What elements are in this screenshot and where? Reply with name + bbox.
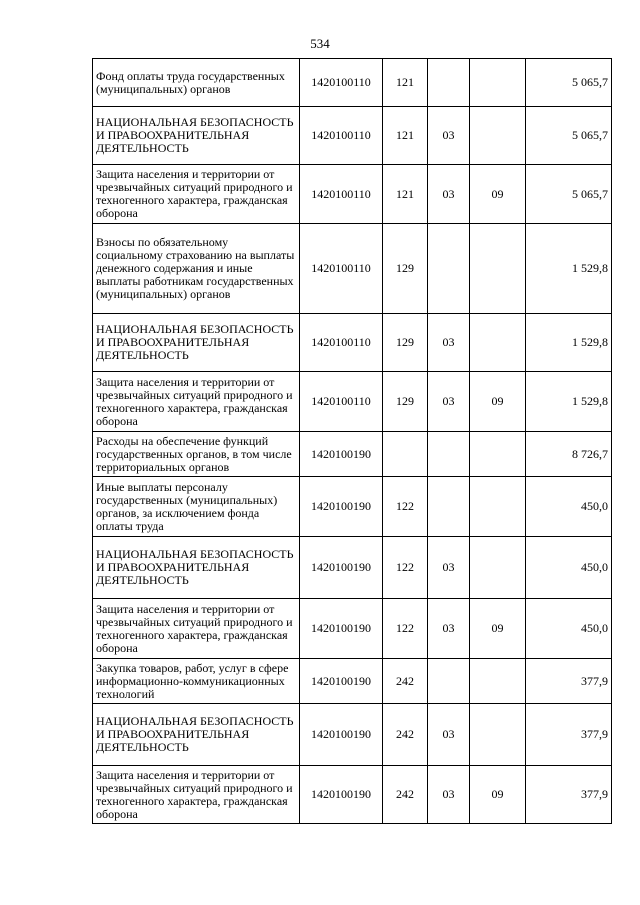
row-target-code: 1420100190: [300, 537, 383, 599]
row-amount: 5 065,7: [526, 107, 612, 165]
row-amount: 8 726,7: [526, 432, 612, 477]
row-subsection: [470, 314, 526, 372]
row-target-code: 1420100110: [300, 165, 383, 224]
table-row: [93, 314, 612, 372]
row-name: Защита населения и территории от чрезвычайных ситуаций природного и техногенного характера, гражданская оборона: [93, 599, 300, 659]
row-name: Взносы по обязательному социальному страхованию на выплаты денежного содержания и иные выплаты работникам государственных (муниципальных) органов: [93, 224, 300, 314]
row-name: Защита населения и территории от чрезвычайных ситуаций природного и техногенного характера, гражданская оборона: [93, 165, 300, 224]
row-section: 03: [428, 766, 470, 824]
row-name: Иные выплаты персоналу государственных (муниципальных) органов, за исключением фонда оплаты труда: [93, 477, 300, 537]
row-subsection: [470, 107, 526, 165]
row-section: [428, 59, 470, 107]
row-amount: 377,9: [526, 659, 612, 704]
row-section: 03: [428, 372, 470, 432]
row-name: Расходы на обеспечение функций государственных органов, в том числе территориальных органов: [93, 432, 300, 477]
table-row: [93, 432, 612, 477]
table-row: [93, 704, 612, 766]
row-target-code: 1420100110: [300, 224, 383, 314]
row-section: 03: [428, 165, 470, 224]
row-expense-type: 242: [383, 659, 428, 704]
budget-table: [92, 58, 612, 824]
row-amount: 5 065,7: [526, 59, 612, 107]
row-expense-type: 129: [383, 372, 428, 432]
row-target-code: 1420100110: [300, 107, 383, 165]
row-target-code: 1420100190: [300, 704, 383, 766]
row-expense-type: [383, 432, 428, 477]
row-name: НАЦИОНАЛЬНАЯ БЕЗОПАСНОСТЬ И ПРАВООХРАНИТЕЛЬНАЯ ДЕЯТЕЛЬНОСТЬ: [93, 537, 300, 599]
row-target-code: 1420100190: [300, 659, 383, 704]
row-section: [428, 477, 470, 537]
row-subsection: [470, 432, 526, 477]
row-target-code: 1420100190: [300, 477, 383, 537]
row-amount: 5 065,7: [526, 165, 612, 224]
row-expense-type: 122: [383, 537, 428, 599]
table-row: [93, 107, 612, 165]
row-subsection: 09: [470, 165, 526, 224]
row-section: 03: [428, 314, 470, 372]
page-number: 534: [310, 36, 330, 51]
row-name: НАЦИОНАЛЬНАЯ БЕЗОПАСНОСТЬ И ПРАВООХРАНИТЕЛЬНАЯ ДЕЯТЕЛЬНОСТЬ: [93, 314, 300, 372]
row-section: [428, 659, 470, 704]
row-expense-type: 129: [383, 314, 428, 372]
row-section: 03: [428, 537, 470, 599]
table-row: [93, 659, 612, 704]
row-amount: 450,0: [526, 537, 612, 599]
row-section: 03: [428, 599, 470, 659]
row-target-code: 1420100110: [300, 59, 383, 107]
row-amount: 377,9: [526, 766, 612, 824]
row-name: Защита населения и территории от чрезвычайных ситуаций природного и техногенного характера, гражданская оборона: [93, 766, 300, 824]
row-amount: 1 529,8: [526, 314, 612, 372]
table-row: [93, 599, 612, 659]
row-expense-type: 121: [383, 107, 428, 165]
row-expense-type: 242: [383, 704, 428, 766]
row-section: 03: [428, 704, 470, 766]
row-expense-type: 122: [383, 477, 428, 537]
row-target-code: 1420100190: [300, 599, 383, 659]
row-subsection: [470, 659, 526, 704]
row-name: Фонд оплаты труда государственных (муниципальных) органов: [93, 59, 300, 107]
row-subsection: 09: [470, 372, 526, 432]
row-subsection: [470, 59, 526, 107]
row-expense-type: 129: [383, 224, 428, 314]
row-target-code: 1420100190: [300, 766, 383, 824]
row-amount: 377,9: [526, 704, 612, 766]
row-name: НАЦИОНАЛЬНАЯ БЕЗОПАСНОСТЬ И ПРАВООХРАНИТЕЛЬНАЯ ДЕЯТЕЛЬНОСТЬ: [93, 704, 300, 766]
row-subsection: 09: [470, 599, 526, 659]
row-name: Закупка товаров, работ, услуг в сфере информационно-коммуникационных технологий: [93, 659, 300, 704]
row-expense-type: 121: [383, 59, 428, 107]
table-row: [93, 537, 612, 599]
row-expense-type: 242: [383, 766, 428, 824]
row-subsection: [470, 537, 526, 599]
row-name: НАЦИОНАЛЬНАЯ БЕЗОПАСНОСТЬ И ПРАВООХРАНИТЕЛЬНАЯ ДЕЯТЕЛЬНОСТЬ: [93, 107, 300, 165]
table-row: [93, 59, 612, 107]
table-row: [93, 165, 612, 224]
table-row: [93, 477, 612, 537]
row-section: 03: [428, 107, 470, 165]
row-section: [428, 224, 470, 314]
row-subsection: 09: [470, 766, 526, 824]
row-target-code: 1420100190: [300, 432, 383, 477]
row-amount: 450,0: [526, 599, 612, 659]
row-subsection: [470, 224, 526, 314]
table-row: [93, 766, 612, 824]
row-subsection: [470, 477, 526, 537]
row-amount: 1 529,8: [526, 224, 612, 314]
row-target-code: 1420100110: [300, 314, 383, 372]
row-name: Защита населения и территории от чрезвычайных ситуаций природного и техногенного характера, гражданская оборона: [93, 372, 300, 432]
row-expense-type: 122: [383, 599, 428, 659]
row-expense-type: 121: [383, 165, 428, 224]
row-section: [428, 432, 470, 477]
row-amount: 450,0: [526, 477, 612, 537]
row-target-code: 1420100110: [300, 372, 383, 432]
table-row: [93, 372, 612, 432]
row-subsection: [470, 704, 526, 766]
row-amount: 1 529,8: [526, 372, 612, 432]
table-row: [93, 224, 612, 314]
